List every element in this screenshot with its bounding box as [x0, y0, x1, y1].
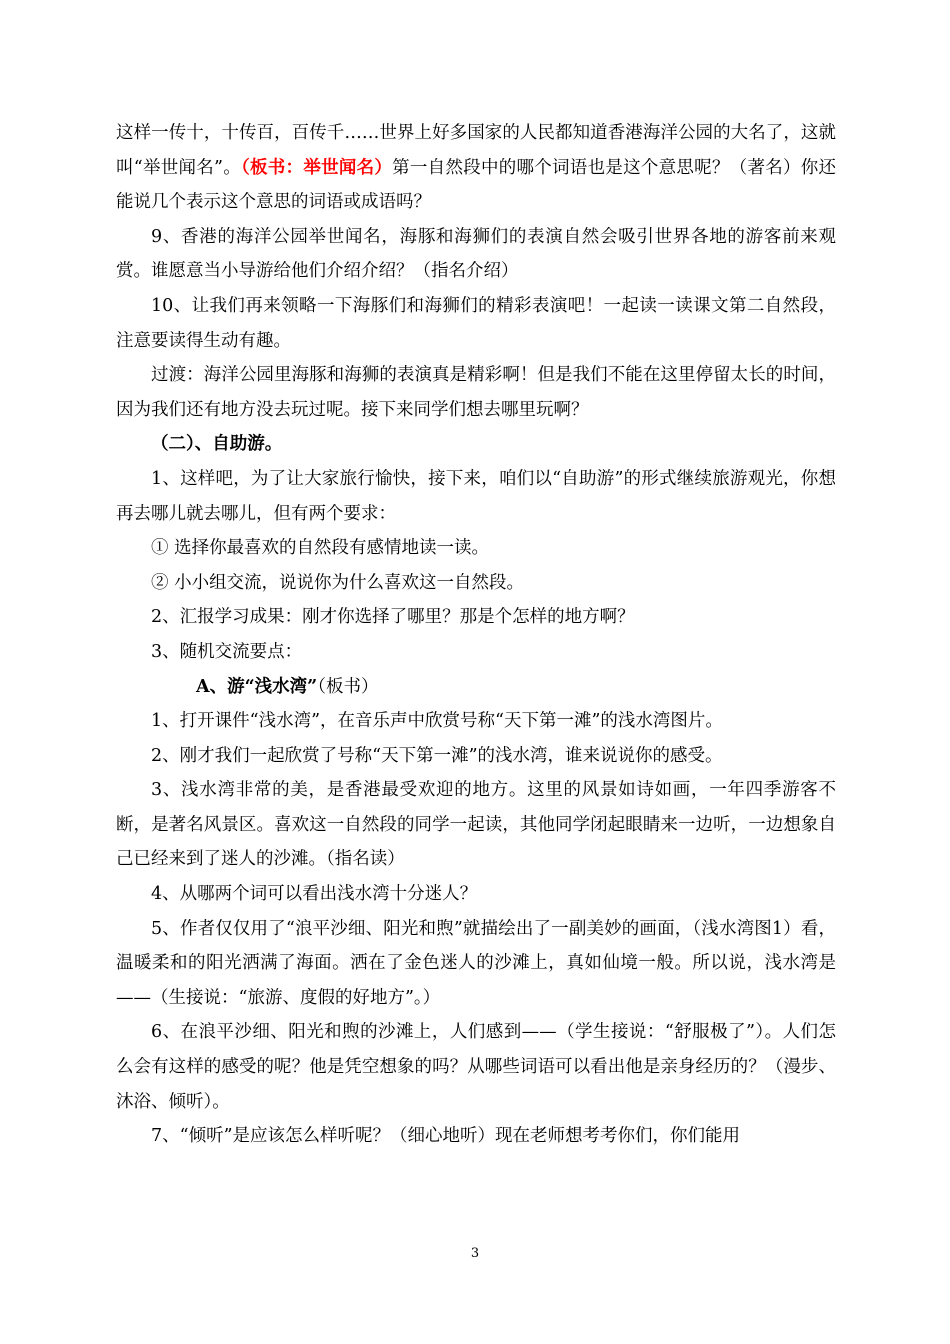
requirement-item-2: ② 小小组交流，说说你为什么喜欢这一自然段。 [151, 572, 525, 593]
paragraph-text: 第一自然段中的哪个词语也是这个意思呢？（著名）你还能说几个表示这个意思的词语或成语吗？ [116, 157, 837, 213]
paragraph-bay-step-7: 7、“倾听”是应该怎么样听呢？（细心地听）现在老师想考考你们，你们能用 [151, 1126, 741, 1147]
subheading-note: （板书） [317, 676, 379, 697]
paragraph-step-10: 10、让我们再来领略一下海豚们和海狮们的精彩表演吧！一起读一读课文第二自然段，注意要读得生动有趣。 [116, 295, 836, 351]
paragraph-transition: 过渡：海洋公园里海豚和海狮的表演真是精彩啊！但是我们不能在这里停留太长的时间，因为我们还有地方没去玩过呢。接下来同学们想去哪里玩啊？ [116, 365, 836, 420]
paragraph-bay-step-5: 5、作者仅仅用了“浪平沙细、阳光和煦”就描绘出了一副美妙的画面，（浅水湾图1）看，温暖柔和的阳光洒满了海面。洒在了金色迷人的沙滩上，真如仙境一般。所以说，浅水湾是——（生接说：“旅游、度假的好地方”。） [116, 918, 836, 1008]
paragraph-text: 这样一传十，十传百，百传千……世界上好多国家的人民都知道香港海洋公园的大名了，这就叫“举世闻名”。 [116, 123, 836, 178]
paragraph-bay-step-4: 4、从哪两个词可以看出浅水湾十分迷人？ [151, 884, 478, 905]
paragraph-report-results: 2、汇报学习成果：刚才你选择了哪里？那是个怎样的地方啊？ [151, 607, 635, 628]
page-number: 3 [470, 1246, 480, 1261]
paragraph-self-guided-intro: 1、这样吧，为了让大家旅行愉快，接下来，咱们以“自助游”的形式继续旅游观光，你想再去哪儿就去哪儿，但有两个要求： [116, 468, 836, 524]
board-writing-highlight: （板书：举世闻名） [241, 157, 393, 178]
paragraph-key-points: 3、随机交流要点： [151, 641, 303, 662]
document-body [116, 116, 836, 1154]
paragraph-bay-step-1: 1、打开课件“浅水湾”，在音乐声中欣赏号称“天下第一滩”的浅水湾图片。 [151, 711, 723, 732]
paragraph-bay-step-6: 6、在浪平沙细、阳光和煦的沙滩上，人们感到——（学生接说：“舒服极了”）。人们怎么会有这样的感受的呢？他是凭空想象的吗？从哪些词语可以看出他是亲身经历的？（漫步、沐浴、倾听）。 [116, 1022, 836, 1112]
subheading-bold-text: A、游“浅水湾” [196, 676, 318, 697]
section-heading-self-guided-tour: （二）、自助游。 [151, 434, 283, 455]
requirement-item-1: ① 选择你最喜欢的自然段有感情地读一读。 [151, 538, 490, 559]
paragraph-bay-step-3: 3、浅水湾非常的美，是香港最受欢迎的地方。这里的风景如诗如画，一年四季游客不断，是著名风景区。喜欢这一自然段的同学一起读，其他同学闭起眼睛来一边听，一边想象自己已经来到了迷人的沙滩。（指名读） [116, 780, 836, 870]
paragraph-step-9: 9、香港的海洋公园举世闻名，海豚和海狮们的表演自然会吸引世界各地的游客前来观赏。谁愿意当小导游给他们介绍介绍？（指名介绍） [116, 226, 836, 282]
subheading-repulse-bay [116, 670, 836, 705]
paragraph-bay-step-2: 2、刚才我们一起欣赏了号称“天下第一滩”的浅水湾，谁来说说你的感受。 [151, 745, 723, 766]
paragraph-famous-worldwide [116, 116, 836, 220]
